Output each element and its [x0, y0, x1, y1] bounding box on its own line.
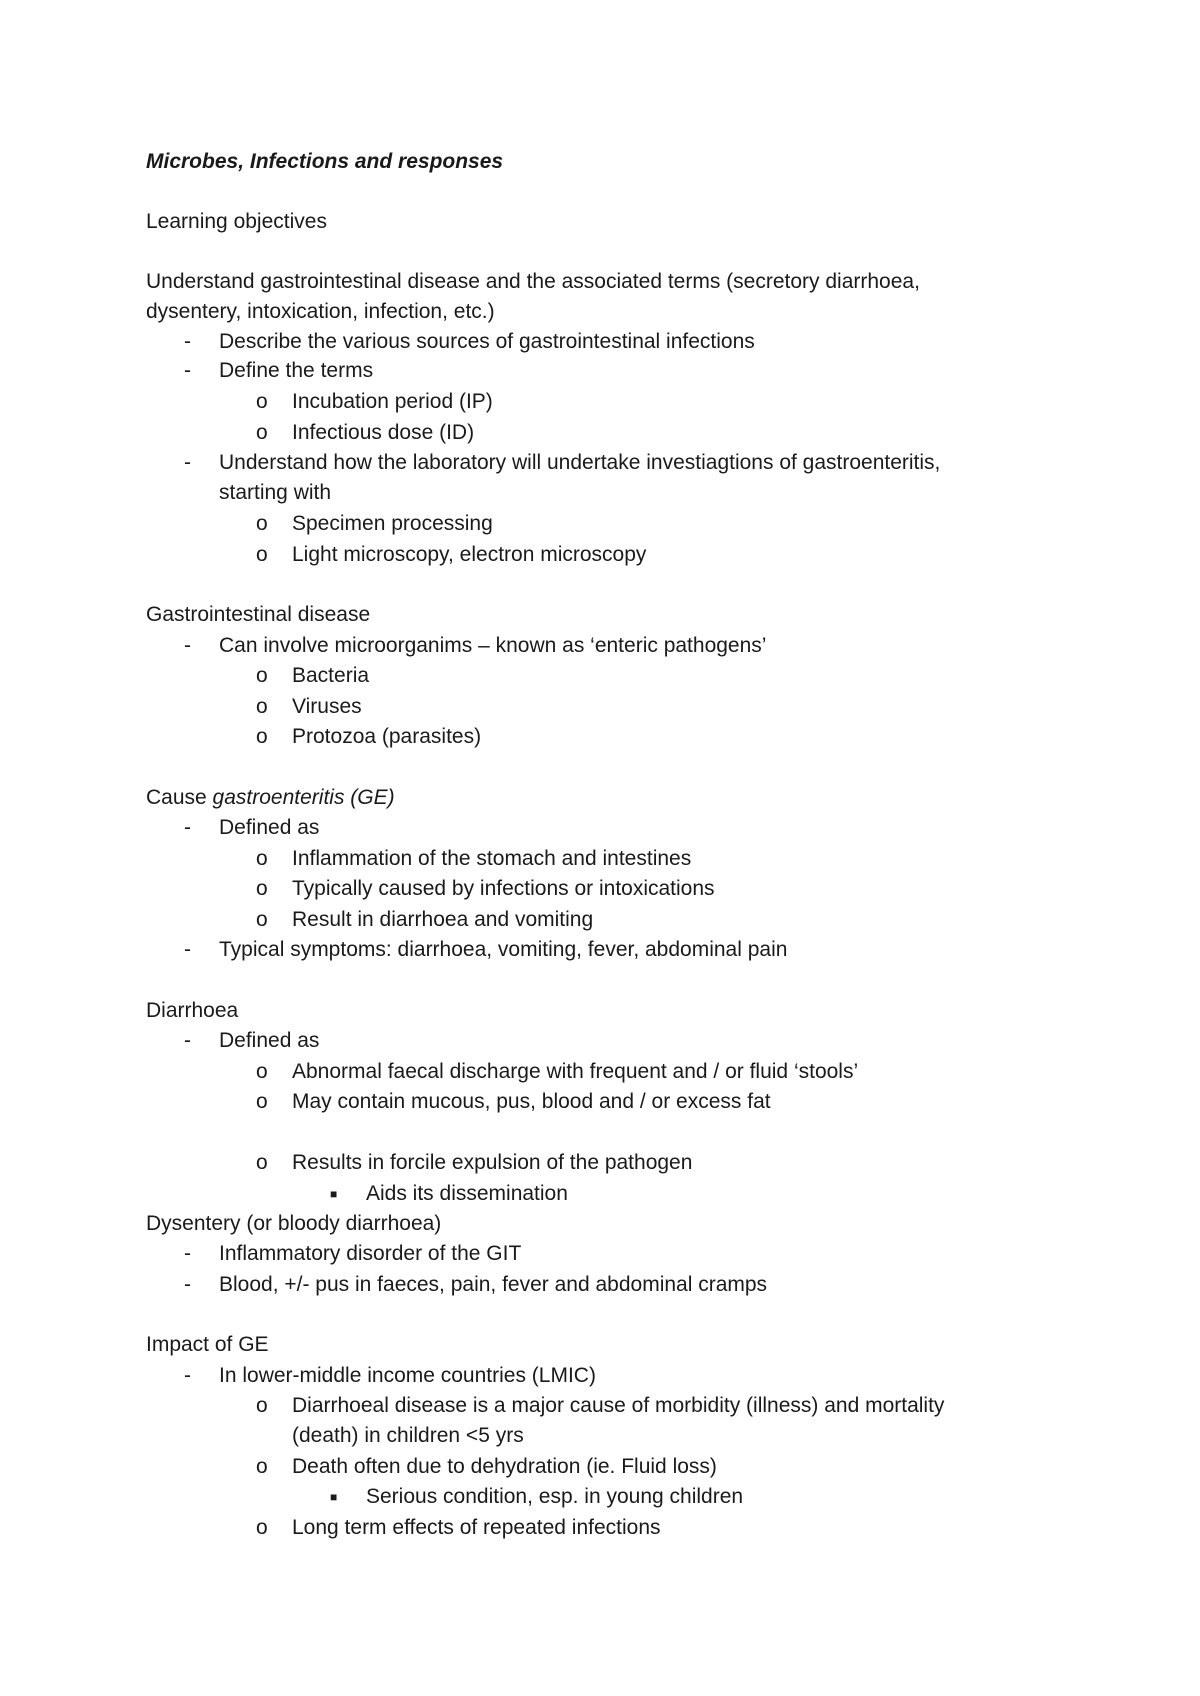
cause-heading-prefix: Cause: [146, 786, 213, 809]
gi-sub-1: Bacteria: [292, 664, 370, 687]
circle-bullet: o: [256, 1060, 268, 1083]
dash-bullet: -: [184, 359, 191, 382]
circle-bullet: o: [256, 390, 268, 413]
dash-bullet: -: [184, 1364, 191, 1387]
diarrhoea-item-1: Defined as: [219, 1029, 320, 1052]
intro-line-1: Understand gastrointestinal disease and the associated terms (secretory diarrhoea,: [146, 270, 920, 293]
circle-bullet: o: [256, 847, 268, 870]
circle-bullet: o: [256, 543, 268, 566]
impact-sub-1-line-2: (death) in children <5 yrs: [292, 1424, 524, 1447]
dash-bullet: -: [184, 451, 191, 474]
dash-bullet: -: [184, 330, 191, 353]
lo-item-3-sub-1: Specimen processing: [292, 512, 493, 535]
circle-bullet: o: [256, 664, 268, 687]
dash-bullet: -: [184, 634, 191, 657]
dash-bullet: -: [184, 816, 191, 839]
lo-item-2-sub-2: Infectious dose (ID): [292, 421, 475, 444]
gi-sub-2: Viruses: [292, 695, 362, 718]
gi-item-1: Can involve microorganims – known as ‘enteric pathogens’: [219, 634, 767, 657]
impact-sub-2-sub-1: Serious condition, esp. in young children: [366, 1485, 744, 1508]
diarrhoea-sub-3: Results in forcile expulsion of the pathogen: [292, 1151, 693, 1174]
lo-item-2-sub-1: Incubation period (IP): [292, 390, 493, 413]
diarrhoea-heading: Diarrhoea: [146, 999, 239, 1022]
circle-bullet: o: [256, 512, 268, 535]
impact-sub-3: Long term effects of repeated infections: [292, 1516, 661, 1539]
circle-bullet: o: [256, 908, 268, 931]
lo-item-2: Define the terms: [219, 359, 374, 382]
gi-sub-3: Protozoa (parasites): [292, 725, 482, 748]
circle-bullet: o: [256, 1151, 268, 1174]
cause-sub-2: Typically caused by infections or intoxications: [292, 877, 715, 900]
dash-bullet: -: [184, 1273, 191, 1296]
circle-bullet: o: [256, 1455, 268, 1478]
circle-bullet: o: [256, 1090, 268, 1113]
impact-sub-2: Death often due to dehydration (ie. Fluid loss): [292, 1455, 717, 1478]
dysentery-item-1: Inflammatory disorder of the GIT: [219, 1242, 522, 1265]
square-bullet: ■: [330, 1490, 338, 1504]
dash-bullet: -: [184, 1242, 191, 1265]
cause-heading-term: gastroenteritis (GE): [212, 786, 395, 809]
intro-line-2: dysentery, intoxication, infection, etc.): [146, 300, 495, 323]
cause-item-2: Typical symptoms: diarrhoea, vomiting, fever, abdominal pain: [219, 938, 788, 961]
dysentery-item-2: Blood, +/- pus in faeces, pain, fever and abdominal cramps: [219, 1273, 768, 1296]
dash-bullet: -: [184, 1029, 191, 1052]
impact-sub-1-line-1: Diarrhoeal disease is a major cause of morbidity (illness) and mortality: [292, 1394, 945, 1417]
circle-bullet: o: [256, 877, 268, 900]
circle-bullet: o: [256, 421, 268, 444]
circle-bullet: o: [256, 695, 268, 718]
circle-bullet: o: [256, 1516, 268, 1539]
impact-heading: Impact of GE: [146, 1333, 269, 1356]
lo-item-1: Describe the various sources of gastrointestinal infections: [219, 330, 755, 353]
cause-sub-1: Inflammation of the stomach and intestines: [292, 847, 692, 870]
diarrhoea-sub-2: May contain mucous, pus, blood and / or excess fat: [292, 1090, 771, 1113]
cause-item-1: Defined as: [219, 816, 320, 839]
diarrhoea-sub-1: Abnormal faecal discharge with frequent and / or fluid ‘stools’: [292, 1060, 859, 1083]
dash-bullet: -: [184, 938, 191, 961]
lo-item-3-line-1: Understand how the laboratory will undertake investiagtions of gastroenteritis,: [219, 451, 941, 474]
dysentery-heading: Dysentery (or bloody diarrhoea): [146, 1212, 442, 1235]
circle-bullet: o: [256, 725, 268, 748]
lo-item-3-line-2: starting with: [219, 481, 332, 504]
cause-sub-3: Result in diarrhoea and vomiting: [292, 908, 594, 931]
square-bullet: ■: [330, 1187, 338, 1201]
learning-objectives-heading: Learning objectives: [146, 210, 327, 233]
doc-title: Microbes, Infections and responses: [146, 150, 504, 173]
circle-bullet: o: [256, 1394, 268, 1417]
gi-heading: Gastrointestinal disease: [146, 603, 371, 626]
lo-item-3-sub-2: Light microscopy, electron microscopy: [292, 543, 647, 566]
cause-heading: [146, 785, 395, 811]
diarrhoea-sub-3-sub-1: Aids its dissemination: [366, 1182, 568, 1205]
impact-item-1: In lower-middle income countries (LMIC): [219, 1364, 596, 1387]
